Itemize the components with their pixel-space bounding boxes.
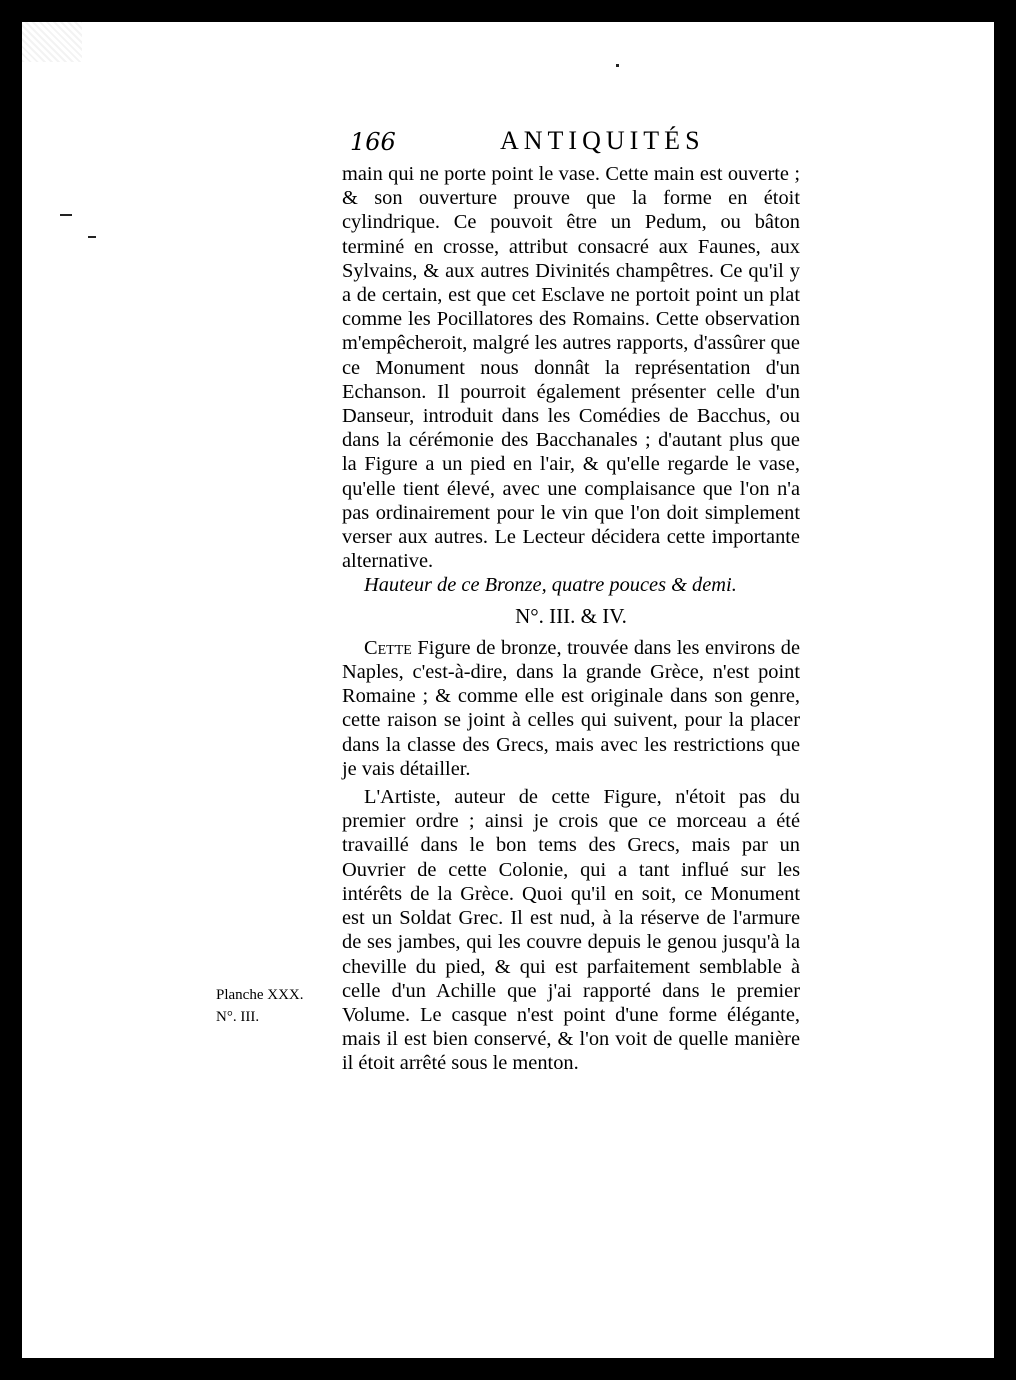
- ink-speck: [616, 64, 619, 67]
- ink-mark: [60, 214, 72, 216]
- ink-mark: [88, 236, 96, 238]
- scan-artifact: [22, 22, 82, 62]
- paragraph-2-text: Figure de bronze, trouvée dans les environs de Naples, c'est-à-dire, dans la grande Grèce, n'est point Romaine ; & comme elle est originale dans son genre, cette raison se joint à celles qui suivent, pour la placer dans la classe des Grecs, mais avec les restrictions que je vais détailler.: [342, 636, 800, 780]
- section-heading: N°. III. & IV.: [515, 603, 627, 628]
- scanned-page: [22, 22, 994, 1358]
- paragraph-2-lead-word: Cette: [364, 636, 412, 659]
- margin-note-plate: Planche XXX.: [216, 987, 304, 1003]
- paragraph-2: [342, 636, 800, 781]
- margin-note: [216, 984, 336, 1028]
- running-title: ANTIQUITÉS: [500, 126, 705, 155]
- page-header: [350, 126, 795, 166]
- margin-note-number: N°. III.: [216, 1009, 260, 1025]
- page-number: 166: [350, 128, 396, 156]
- paragraph-1: main qui ne porte point le vase. Cette main est ouverte ; & son ouverture prouve que la forme en étoit cylindrique. Ce pouvoit être un Pedum, ou bâton terminé en crosse, attribut consacré aux Faunes, aux Sylvains, & aux autres Divinités champêtres. Ce qu'il y a de certain, est que cet Esclave ne portoit point un plat comme les Pocillatores des Romains. Cette observation m'empêcheroit, malgré les autres rapports, d'assûrer que ce Monument nous donnât la représentation d'un Echanson. Il pourroit également présenter celle d'un Danseur, introduit dans les Comédies de Bacchus, ou dans la cérémonie des Bacchanales ; d'autant plus que la Figure a un pied en l'air, & qu'elle regarde le vase, qu'elle tient élevé, avec une complaisance que l'on n'a pas ordinairement pour le vin que l'on doit simplement verser aux autres. Le Lecteur décidera cette importante alternative.: [342, 163, 800, 573]
- main-text-block: [342, 162, 800, 1076]
- measurement-note: Hauteur de ce Bronze, quatre pouces & demi.: [364, 574, 737, 597]
- paragraph-3: L'Artiste, auteur de cette Figure, n'étoit pas du premier ordre ; ainsi je crois que ce morceau a été travaillé dans le bon tems des Grecs, mais par un Ouvrier de cette Colonie, qui a tant influé sur les intérêts de la Grèce. Quoi qu'il en soit, ce Monument est un Soldat Grec. Il est nud, à la réserve de l'armure de ses jambes, qui les couvre depuis le genou jusqu'à la cheville du pied, & qui est parfaitement semblable à celle d'un Achille que j'ai rapporté dans le premier Volume. Le casque n'est point d'une forme élégante, mais il est bien conservé, & l'on voit de quelle manière il étoit arrêté sous le menton.: [342, 786, 800, 1075]
